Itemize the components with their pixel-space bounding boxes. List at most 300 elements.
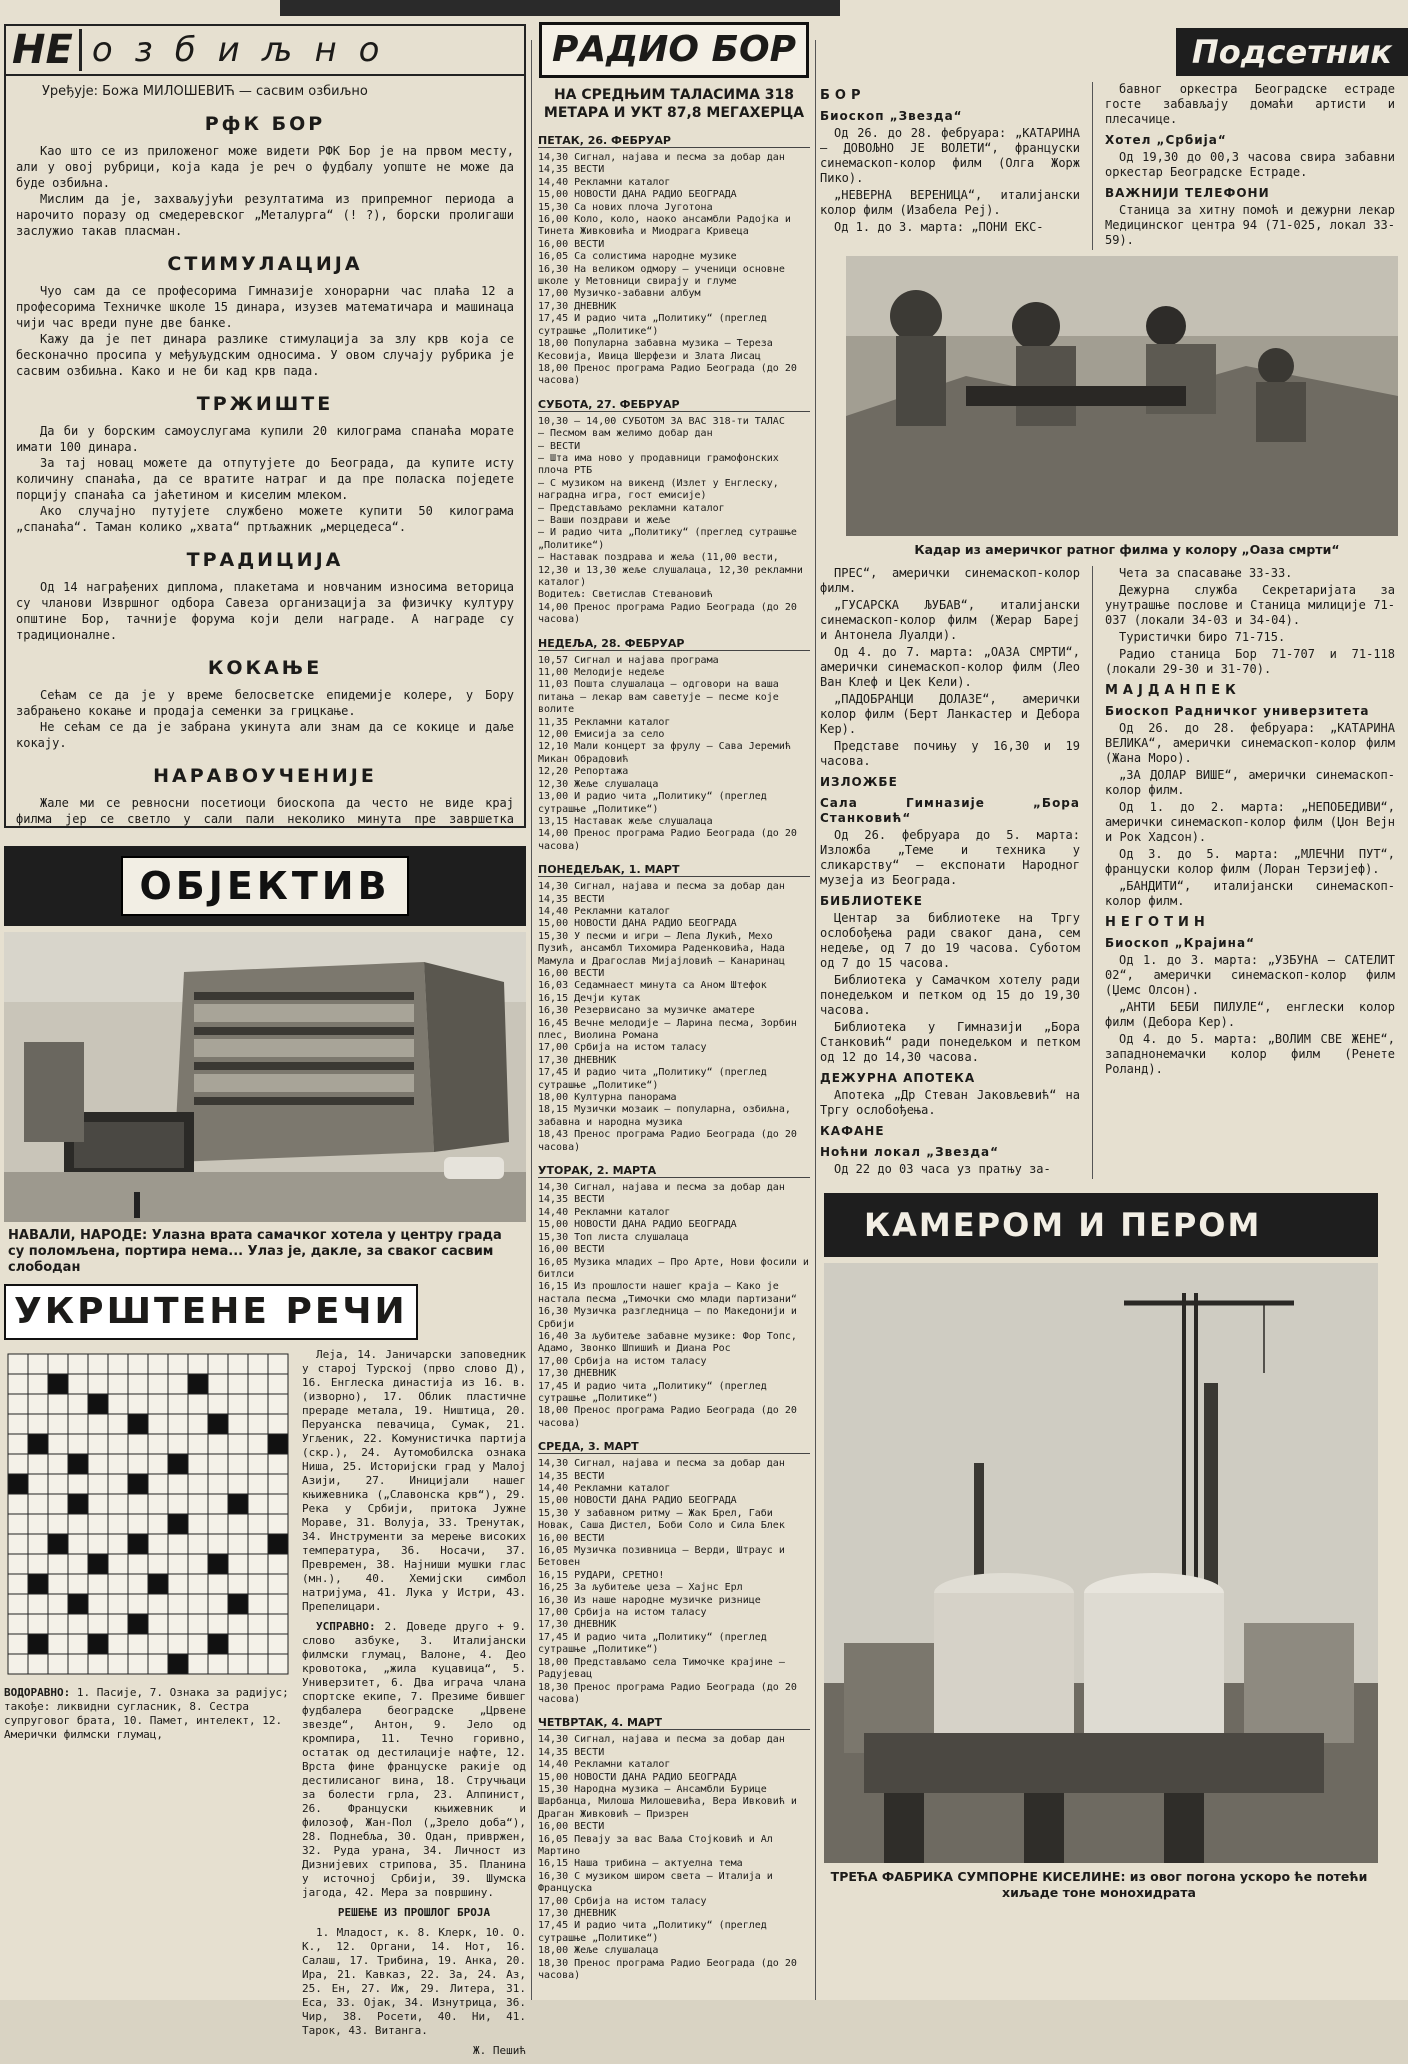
crossword-white-cell[interactable] (68, 1554, 88, 1574)
radio-program-item: 16,00 Коло, коло, наоко ансамбли Радојка и Тинета Живковића и Миодрага Кривеца (538, 214, 791, 238)
crossword-white-cell[interactable] (188, 1414, 208, 1434)
crossword-white-cell[interactable] (8, 1534, 28, 1554)
crossword-white-cell[interactable] (148, 1654, 168, 1674)
crossword-white-cell[interactable] (208, 1394, 228, 1414)
radio-program-item: 18,00 Пренос програма Радио Београда (до 20 часова) (538, 362, 797, 387)
crossword-white-cell[interactable] (48, 1654, 68, 1674)
factory-photo (824, 1263, 1378, 1863)
crossword-white-cell[interactable] (248, 1534, 268, 1554)
crossword-white-cell[interactable] (248, 1494, 268, 1514)
crossword-white-cell[interactable] (228, 1354, 248, 1374)
film-still-photo (846, 256, 1398, 536)
crossword-white-cell[interactable] (108, 1654, 128, 1674)
crossword-white-cell[interactable] (168, 1374, 188, 1394)
crossword-white-cell[interactable] (8, 1594, 28, 1614)
crossword-white-cell[interactable] (248, 1354, 268, 1374)
radio-program-item: 12,30 Жеље слушалаца (538, 778, 659, 790)
factory-caption: ТРЕЋА ФАБРИКА СУМПОРНЕ КИСЕЛИНЕ: из овог погона ускоро ће потећи хиљаде тоне монохидрата (830, 1869, 1368, 1900)
crossword-white-cell[interactable] (168, 1534, 188, 1554)
crossword-white-cell[interactable] (8, 1654, 28, 1674)
crossword-white-cell[interactable] (148, 1534, 168, 1554)
radio-program-item: 16,05 Музика младих — Про Арте, Нови фосили и битлси (538, 1256, 809, 1280)
crossword-white-cell[interactable] (268, 1514, 288, 1534)
crossword-white-cell[interactable] (168, 1494, 188, 1514)
radio-program-item: 18,00 Представљамо села Тимочке крајине — Радујевац (538, 1656, 785, 1681)
crossword-white-cell[interactable] (8, 1454, 28, 1474)
crossword-white-cell[interactable] (128, 1634, 148, 1654)
podsetnik-entry: Од 1. до 3. марта: „УЗБУНА — САТЕЛИТ 02“, амерички синемаскоп-колор филм (Џемс Олсон). (1105, 953, 1395, 997)
crossword-white-cell[interactable] (248, 1474, 268, 1494)
crossword-white-cell[interactable] (128, 1654, 148, 1674)
crossword-white-cell[interactable] (88, 1354, 108, 1374)
podsetnik-entry: „ЗА ДОЛАР ВИШЕ“, амерички синемаскоп-колор филм. (1105, 768, 1395, 797)
crossword-white-cell[interactable] (128, 1374, 148, 1394)
crossword-white-cell[interactable] (8, 1634, 28, 1654)
crossword-white-cell[interactable] (8, 1354, 28, 1374)
radio-program-item: 15,00 НОВОСТИ ДАНА РАДИО БЕОГРАДА (538, 1219, 737, 1231)
crossword-white-cell[interactable] (188, 1594, 208, 1614)
crossword-white-cell[interactable] (148, 1434, 168, 1454)
crossword-white-cell[interactable] (8, 1374, 28, 1394)
crossword-white-cell[interactable] (208, 1354, 228, 1374)
crossword-white-cell[interactable] (248, 1594, 268, 1614)
radio-program-item: 15,30 Народна музика — Ансамбли Бурице Шарбанца, Милоша Милошевића, Вера Ивковић и Драган Живковић — Призрен (538, 1783, 797, 1820)
crossword-white-cell[interactable] (248, 1574, 268, 1594)
crossword-white-cell[interactable] (228, 1554, 248, 1574)
crossword-white-cell[interactable] (28, 1414, 48, 1434)
crossword-white-cell[interactable] (8, 1554, 28, 1574)
crossword-white-cell[interactable] (28, 1514, 48, 1534)
crossword-white-cell[interactable] (268, 1554, 288, 1574)
crossword-white-cell[interactable] (208, 1454, 228, 1474)
crossword-white-cell[interactable] (28, 1394, 48, 1414)
crossword-white-cell[interactable] (148, 1474, 168, 1494)
crossword-white-cell[interactable] (188, 1614, 208, 1634)
crossword-white-cell[interactable] (228, 1414, 248, 1434)
crossword-white-cell[interactable] (208, 1434, 228, 1454)
podsetnik-entry: Од 26. фебруара до 5. марта: Изложба „Теме и техника у сликарству“ — експонати Народног музеја из Београда. (820, 828, 1080, 887)
crossword-white-cell[interactable] (228, 1574, 248, 1594)
crossword-white-cell[interactable] (148, 1514, 168, 1534)
radio-day-program (538, 1734, 810, 1982)
crossword-white-cell[interactable] (248, 1654, 268, 1674)
crossword-white-cell[interactable] (268, 1594, 288, 1614)
crossword-white-cell[interactable] (248, 1394, 268, 1414)
crossword-white-cell[interactable] (68, 1534, 88, 1554)
crossword-white-cell[interactable] (68, 1574, 88, 1594)
crossword-author: Ж. Пешић (473, 2044, 526, 2057)
crossword-white-cell[interactable] (168, 1474, 188, 1494)
crossword-white-cell[interactable] (188, 1434, 208, 1454)
radio-program-item: — Ваши поздрави и жеље (538, 514, 671, 526)
crossword-white-cell[interactable] (108, 1494, 128, 1514)
crossword-white-cell[interactable] (68, 1354, 88, 1374)
radio-program-item: 11,03 Пошта слушалаца — одговори на ваша питања — лекар вам саветује — песме које волите (538, 679, 779, 716)
radio-program-item: 18,43 Пренос програма Радио Београда (до 20 часова) (538, 1129, 797, 1153)
crossword-white-cell[interactable] (128, 1394, 148, 1414)
radio-program-item: 13,00 И радио чита „Политику“ (преглед сутрашње „Политике“) (538, 791, 767, 815)
podsetnik-heading: Хотел „Србија“ (1105, 133, 1227, 147)
crossword-white-cell[interactable] (248, 1634, 268, 1654)
radio-title: РАДИО БОР (539, 22, 809, 78)
crossword-white-cell[interactable] (68, 1434, 88, 1454)
crossword-white-cell[interactable] (28, 1554, 48, 1574)
crossword-white-cell[interactable] (268, 1414, 288, 1434)
editor-line: Уређује: Божа МИЛОШЕВИЋ — сасвим озбиљно (42, 84, 368, 99)
crossword-white-cell[interactable] (48, 1634, 68, 1654)
crossword-white-cell[interactable] (248, 1374, 268, 1394)
crossword-white-cell[interactable] (168, 1594, 188, 1614)
crossword-grid (4, 1348, 294, 1678)
podsetnik-heading: КАФАНЕ (820, 1124, 885, 1138)
across-text: 1. Пасије, 7. Ознака за радијус; такође: ликвидни сугласник, 8. Сестра супруговог брата, 10. Памет, интелект, 12. Амерички филмски глумац, (4, 1686, 289, 1741)
crossword-white-cell[interactable] (268, 1454, 288, 1474)
crossword-white-cell[interactable] (128, 1574, 148, 1594)
radio-program-item: 14,40 Рекламни каталог (538, 905, 671, 917)
crossword-white-cell[interactable] (48, 1494, 68, 1514)
radio-program-item: 14,35 ВЕСТИ (538, 1470, 605, 1482)
radio-program-item: 16,15 Из прошлости нашег краја — Како је настала песма „Тимочки смо млади партизани“ (538, 1281, 797, 1305)
crossword-white-cell[interactable] (88, 1514, 108, 1534)
crossword-white-cell[interactable] (148, 1634, 168, 1654)
crossword-white-cell[interactable] (188, 1534, 208, 1554)
crossword-white-cell[interactable] (28, 1474, 48, 1494)
radio-program-item: 14,35 ВЕСТИ (538, 1194, 605, 1206)
radio-program-item: — Шта има ново у продавници грамофонских плоча РТБ (538, 452, 779, 477)
crossword-white-cell[interactable] (228, 1514, 248, 1534)
radio-program-item: 17,00 Србија на истом таласу (538, 1895, 707, 1907)
radio-program-item: 10,30 — 14,00 СУБОТОМ ЗА ВАС 318-ти ТАЛАС (538, 415, 785, 427)
crossword-white-cell[interactable] (268, 1654, 288, 1674)
crossword-white-cell[interactable] (208, 1514, 228, 1534)
crossword-white-cell[interactable] (28, 1614, 48, 1634)
crossword-white-cell[interactable] (8, 1614, 28, 1634)
crossword-black-cell (268, 1534, 288, 1554)
crossword-white-cell[interactable] (128, 1514, 148, 1534)
crossword-white-cell[interactable] (248, 1514, 268, 1534)
crossword-white-cell[interactable] (148, 1554, 168, 1574)
crossword-white-cell[interactable] (148, 1614, 168, 1634)
crossword-black-cell (28, 1634, 48, 1654)
crossword-white-cell[interactable] (28, 1654, 48, 1674)
podsetnik-heading: ВАЖНИЈИ ТЕЛЕФОНИ (1105, 186, 1270, 200)
podsetnik-entry: бавног оркестра Београдске естраде госте забављају домаћи артисти и плесачице. (1105, 82, 1395, 126)
crossword-white-cell[interactable] (108, 1454, 128, 1474)
crossword-white-cell[interactable] (108, 1394, 128, 1414)
podsetnik-entry: Од 26. до 28. фебруара: „КАТАРИНА ВЕЛИКА“, амерички синемаскоп-колор филм (Жана Моро). (1105, 721, 1395, 765)
crossword-white-cell[interactable] (88, 1474, 108, 1494)
crossword-white-cell[interactable] (88, 1414, 108, 1434)
crossword-black-cell (128, 1474, 148, 1494)
crossword-white-cell[interactable] (208, 1654, 228, 1674)
podsetnik-entry: Дежурна служба Секретаријата за унутрашње послове и Станица милиције 71-037 (локали 34-03 и 34-04). (1105, 583, 1395, 627)
crossword-white-cell[interactable] (8, 1574, 28, 1594)
crossword-white-cell[interactable] (88, 1654, 108, 1674)
crossword-white-cell[interactable] (208, 1494, 228, 1514)
podsetnik-entry: Апотека „Др Стеван Јаковљевић“ на Тргу ослобођења. (820, 1088, 1080, 1117)
radio-program-item: 15,00 НОВОСТИ ДАНА РАДИО БЕОГРАДА (538, 189, 737, 201)
crossword-white-cell[interactable] (108, 1374, 128, 1394)
crossword-white-cell[interactable] (128, 1494, 148, 1514)
crossword-white-cell[interactable] (188, 1574, 208, 1594)
crossword-white-cell[interactable] (228, 1454, 248, 1474)
crossword-white-cell[interactable] (228, 1614, 248, 1634)
crossword-white-cell[interactable] (128, 1594, 148, 1614)
radio-day-heading: ЧЕТВРТАК, 4. МАРТ (538, 1716, 810, 1730)
crossword-white-cell[interactable] (268, 1354, 288, 1374)
crossword-white-cell[interactable] (248, 1614, 268, 1634)
radio-program-item: 17,45 И радио чита „Политику“ (преглед сутрашње „Политике“) (538, 313, 767, 337)
podsetnik-entry: Од 3. до 5. марта: „МЛЕЧНИ ПУТ“, француски колор филм (Лоран Терзијеф). (1105, 847, 1395, 876)
crossword-white-cell[interactable] (128, 1454, 148, 1474)
crossword-white-cell[interactable] (28, 1354, 48, 1374)
crossword-white-cell[interactable] (208, 1594, 228, 1614)
crossword-white-cell[interactable] (68, 1654, 88, 1674)
radio-program-item: 15,30 Са нових плоча Југотона (538, 201, 713, 213)
crossword-white-cell[interactable] (168, 1574, 188, 1594)
radio-program-item: 14,30 Сигнал, најава и песма за добар дан (538, 1458, 785, 1470)
crossword-white-cell[interactable] (108, 1594, 128, 1614)
crossword-white-cell[interactable] (108, 1554, 128, 1574)
crossword-white-cell[interactable] (188, 1454, 208, 1474)
crossword-white-cell[interactable] (68, 1634, 88, 1654)
crossword-white-cell[interactable] (28, 1594, 48, 1614)
crossword-white-cell[interactable] (68, 1474, 88, 1494)
crossword-white-cell[interactable] (248, 1414, 268, 1434)
radio-program-item: 16,15 Дечји кутак (538, 992, 641, 1004)
podsetnik-header (820, 26, 1408, 78)
radio-program-item: 16,30 Резервисано за музичке аматере (538, 1005, 755, 1017)
radio-program-item: 16,00 ВЕСТИ (538, 1821, 605, 1833)
crossword-white-cell[interactable] (228, 1474, 248, 1494)
crossword-black-cell (228, 1494, 248, 1514)
solution-text: 1. Младост, к. 8. Клерк, 10. О. К., 12. Органи, 14. Нот, 16. Салаш, 17. Трибина, 19. Анка, 20. Ира, 21. Кавказ, 22. За, 24. Аз, 25. Ен, 27. Иж, 29. Литера, 31. Еса, 33. Ојак, 34. Изнутрица, 36. Чир, 38. Росети, 40. Ни, 41. Тарок, 43. Витанга. (302, 1926, 526, 2037)
crossword-white-cell[interactable] (188, 1634, 208, 1654)
radio-day-program (538, 416, 810, 627)
crossword-white-cell[interactable] (188, 1474, 208, 1494)
radio-program-item: 18,30 Пренос програма Радио Београда (до 20 часова) (538, 1681, 797, 1705)
hotel-photo (4, 932, 526, 1222)
crossword-white-cell[interactable] (188, 1554, 208, 1574)
crossword-white-cell[interactable] (268, 1634, 288, 1654)
crossword-white-cell[interactable] (68, 1614, 88, 1634)
crossword-white-cell[interactable] (208, 1614, 228, 1634)
crossword-white-cell[interactable] (228, 1654, 248, 1674)
crossword-white-cell[interactable] (228, 1634, 248, 1654)
crossword-white-cell[interactable] (88, 1614, 108, 1634)
crossword-white-cell[interactable] (208, 1374, 228, 1394)
radio-program-item: 16,00 ВЕСТИ (538, 238, 605, 250)
crossword-white-cell[interactable] (148, 1354, 168, 1374)
radio-day-program (538, 1458, 810, 1706)
crossword-white-cell[interactable] (108, 1474, 128, 1494)
crossword-black-cell (228, 1594, 248, 1614)
radio-program-item: 12,20 Репортажа (538, 766, 629, 778)
ne-section-title: ТРАДИЦИЈА (186, 549, 344, 571)
crossword-white-cell[interactable] (168, 1394, 188, 1414)
crossword-white-cell[interactable] (128, 1554, 148, 1574)
radio-day-program (538, 655, 810, 854)
crossword-white-cell[interactable] (228, 1374, 248, 1394)
crossword-white-cell[interactable] (148, 1494, 168, 1514)
clue-continued: Леја, 14. Јаничарски заповедник у старој Турској (прво слово Д), 16. Енглеска династија из 16. в. (изворно), 17. Облик пластичне прераде метала, 19. Ништица, 20. Перуанска певачица, Сумак, 21. Угљеник, 22. Комунистичка партија (скр.), 24. Аутомобилска ознака Ниша, 25. Историјски град у Малој Азији, 27. Иницијали нашег књижевника („Славонска крв“), 29. Река у Србији, притока Јужне Мораве, 31. Волуја, 33. Тренутак, 34. Инструменти за мерење високих температура, 36. Носачи, 37. Превремен, 38. Најниши мушки глас (мн.), 40. Хемијски симбол натријума, 41. Лука у Истри, 43. Препелицари. (302, 1348, 526, 1613)
radio-program-item: 10,57 Сигнал и најава програма (538, 654, 719, 666)
crossword-white-cell[interactable] (268, 1374, 288, 1394)
radio-program-item: 16,15 Наша трибина — актуелна тема (538, 1858, 743, 1870)
ne-section-paragraph: Мислим да је, захваљујући резултатима из припремног периода а нарочито поразу од смедеревског „Металурга“ (! ?), борски пролигаши заслужио такав пласман. (16, 192, 514, 238)
crossword-white-cell[interactable] (108, 1634, 128, 1654)
objektiv-caption: НАВАЛИ, НАРОДЕ: Улазна врата самачког хотела у центру града су поломљена, портира нема... Улаз је, дакле, за сваког сасвим слободан (8, 1228, 502, 1275)
crossword-white-cell[interactable] (188, 1514, 208, 1534)
crossword-white-cell[interactable] (88, 1454, 108, 1474)
crossword-black-cell (208, 1634, 228, 1654)
crossword-white-cell[interactable] (188, 1394, 208, 1414)
film-still-caption: Кадар из америчког ратног филма у колору „Оаза смрти“ (914, 542, 1340, 557)
crossword-white-cell[interactable] (8, 1514, 28, 1534)
crossword-white-cell[interactable] (128, 1354, 148, 1374)
radio-program-item: 17,30 ДНЕВНИК (538, 1619, 617, 1631)
ne-section-title: ТРЖИШТЕ (196, 393, 334, 415)
radio-program-item: 18,15 Музички мозаик — популарна, озбиљна, забавна и народна музика (538, 1104, 791, 1128)
crossword-white-cell[interactable] (168, 1414, 188, 1434)
crossword-white-cell[interactable] (188, 1354, 208, 1374)
radio-program-item: 17,45 И радио чита „Политику“ (преглед сутрашње „Политике“) (538, 1067, 767, 1091)
crossword-white-cell[interactable] (228, 1534, 248, 1554)
crossword-white-cell[interactable] (108, 1614, 128, 1634)
crossword-white-cell[interactable] (68, 1374, 88, 1394)
crossword-white-cell[interactable] (8, 1394, 28, 1414)
crossword-white-cell[interactable] (68, 1394, 88, 1414)
crossword-white-cell[interactable] (208, 1534, 228, 1554)
crossword-white-cell[interactable] (68, 1414, 88, 1434)
crossword-white-cell[interactable] (208, 1474, 228, 1494)
column-rule (815, 40, 816, 2000)
podsetnik-heading: БИБЛИОТЕКЕ (820, 894, 923, 908)
column-rule (531, 40, 532, 2000)
crossword-white-cell[interactable] (48, 1394, 68, 1414)
crossword-white-cell[interactable] (108, 1574, 128, 1594)
crossword-white-cell[interactable] (48, 1594, 68, 1614)
crossword-white-cell[interactable] (268, 1474, 288, 1494)
ne-section-title: СТИМУЛАЦИЈА (167, 253, 363, 275)
hotel-building-image (4, 932, 526, 1222)
crossword-white-cell[interactable] (28, 1534, 48, 1554)
podsetnik-entry: Центар за библиотеке на Тргу ослобођења ради сваког дана, сем недеље, од 7 до 19 часова. Суботом од 7 до 15 часова. (820, 911, 1080, 970)
crossword-white-cell[interactable] (268, 1494, 288, 1514)
crossword-white-cell[interactable] (8, 1494, 28, 1514)
radio-program-item: 14,30 Сигнал, најава и песма за добар дан (538, 152, 785, 163)
crossword-white-cell[interactable] (48, 1474, 68, 1494)
podsetnik-top (820, 82, 1408, 250)
crossword-white-cell[interactable] (8, 1414, 28, 1434)
crossword-white-cell[interactable] (108, 1534, 128, 1554)
crossword-black-cell (168, 1514, 188, 1534)
radio-program-item: 14,40 Рекламни каталог (538, 1483, 671, 1494)
podsetnik-entry: Библиотека у Гимназији „Бора Станковић“ ради понедељком и петком од 12 до 14,30 часова. (820, 1020, 1080, 1064)
radio-day-program (538, 152, 810, 388)
crossword-white-cell[interactable] (68, 1514, 88, 1534)
ne-section-paragraph: За тај новац можете да отпутујете до Београда, да купите исту количину спанаћа, да се вратите натраг и да пре поласка поједете порцију спанаћа са јаћетином и киселим млеком. (16, 456, 514, 502)
crossword-white-cell[interactable] (148, 1454, 168, 1474)
crossword-white-cell[interactable] (88, 1374, 108, 1394)
radio-program-item: 17,30 ДНЕВНИК (538, 300, 617, 312)
crossword-white-cell[interactable] (148, 1394, 168, 1414)
crossword-black-cell (48, 1534, 68, 1554)
crossword-white-cell[interactable] (48, 1414, 68, 1434)
crossword-white-cell[interactable] (48, 1454, 68, 1474)
crossword-white-cell[interactable] (88, 1434, 108, 1454)
crossword-white-cell[interactable] (248, 1434, 268, 1454)
crossword-white-cell[interactable] (188, 1494, 208, 1514)
crossword-white-cell[interactable] (168, 1434, 188, 1454)
podsetnik-entry: Од 4. до 5. марта: „ВОЛИМ СВЕ ЖЕНЕ“, западнонемачки колор филм (Ренете Роланд). (1105, 1032, 1395, 1076)
radio-day-program (538, 1182, 810, 1430)
crossword-white-cell[interactable] (168, 1614, 188, 1634)
radio-schedule (538, 134, 810, 1982)
crossword-white-cell[interactable] (28, 1374, 48, 1394)
crossword-white-cell[interactable] (168, 1554, 188, 1574)
crossword-white-cell[interactable] (48, 1354, 68, 1374)
crossword-white-cell[interactable] (268, 1394, 288, 1414)
crossword-white-cell[interactable] (268, 1614, 288, 1634)
crossword-white-cell[interactable] (48, 1514, 68, 1534)
crossword-white-cell[interactable] (228, 1434, 248, 1454)
crossword-header (4, 1284, 526, 1340)
crossword-white-cell[interactable] (8, 1434, 28, 1454)
crossword-white-cell[interactable] (128, 1434, 148, 1454)
radio-program-item: 14,00 Пренос програма Радио Београда (до 20 часова) (538, 601, 797, 626)
radio-day-heading: СРЕДА, 3. МАРТ (538, 1440, 810, 1454)
crossword-white-cell[interactable] (48, 1554, 68, 1574)
crossword-white-cell[interactable] (148, 1414, 168, 1434)
crossword-white-cell[interactable] (108, 1514, 128, 1534)
objektiv-header (4, 846, 526, 926)
crossword-white-cell[interactable] (108, 1434, 128, 1454)
ne-section-title: РфК БОР (204, 113, 326, 135)
crossword-white-cell[interactable] (48, 1434, 68, 1454)
crossword-white-cell[interactable] (88, 1534, 108, 1554)
radio-program-item: 12,00 Емисија за село (538, 729, 665, 741)
crossword-white-cell[interactable] (108, 1414, 128, 1434)
crossword-black-cell (168, 1654, 188, 1674)
crossword-white-cell[interactable] (168, 1634, 188, 1654)
crossword-white-cell[interactable] (28, 1494, 48, 1514)
podsetnik-entry: Чета за спасавање 33-33. (1119, 566, 1293, 580)
crossword-white-cell[interactable] (228, 1394, 248, 1414)
crossword-white-cell[interactable] (168, 1354, 188, 1374)
crossword-white-cell[interactable] (88, 1574, 108, 1594)
crossword-white-cell[interactable] (248, 1554, 268, 1574)
radio-program-item: 16,00 ВЕСТИ (538, 1532, 605, 1544)
radio-frequency: НА СРЕДЊИМ ТАЛАСИМА 318 МЕТАРА И УКТ 87,8 МЕГАХЕРЦА (543, 87, 805, 121)
podsetnik-right-bottom (1092, 566, 1395, 1179)
crossword-black-cell (128, 1414, 148, 1434)
radio-day-heading: ПОНЕДЕЉАК, 1. МАРТ (538, 863, 810, 877)
crossword-white-cell[interactable] (88, 1494, 108, 1514)
crossword-white-cell[interactable] (208, 1574, 228, 1594)
crossword-white-cell[interactable] (188, 1654, 208, 1674)
crossword-white-cell[interactable] (48, 1574, 68, 1594)
crossword-white-cell[interactable] (148, 1594, 168, 1614)
podsetnik-entry: „ГУСАРСКА ЉУБАВ“, италијански синемаскоп-колор филм (Жерар Барej и Антонела Луалди). (820, 598, 1080, 642)
crossword-white-cell[interactable] (88, 1594, 108, 1614)
crossword-white-cell[interactable] (48, 1614, 68, 1634)
crossword-white-cell[interactable] (248, 1454, 268, 1474)
crossword-white-cell[interactable] (108, 1354, 128, 1374)
crossword-white-cell[interactable] (268, 1574, 288, 1594)
crossword-white-cell[interactable] (148, 1374, 168, 1394)
crossword-white-cell[interactable] (28, 1454, 48, 1474)
